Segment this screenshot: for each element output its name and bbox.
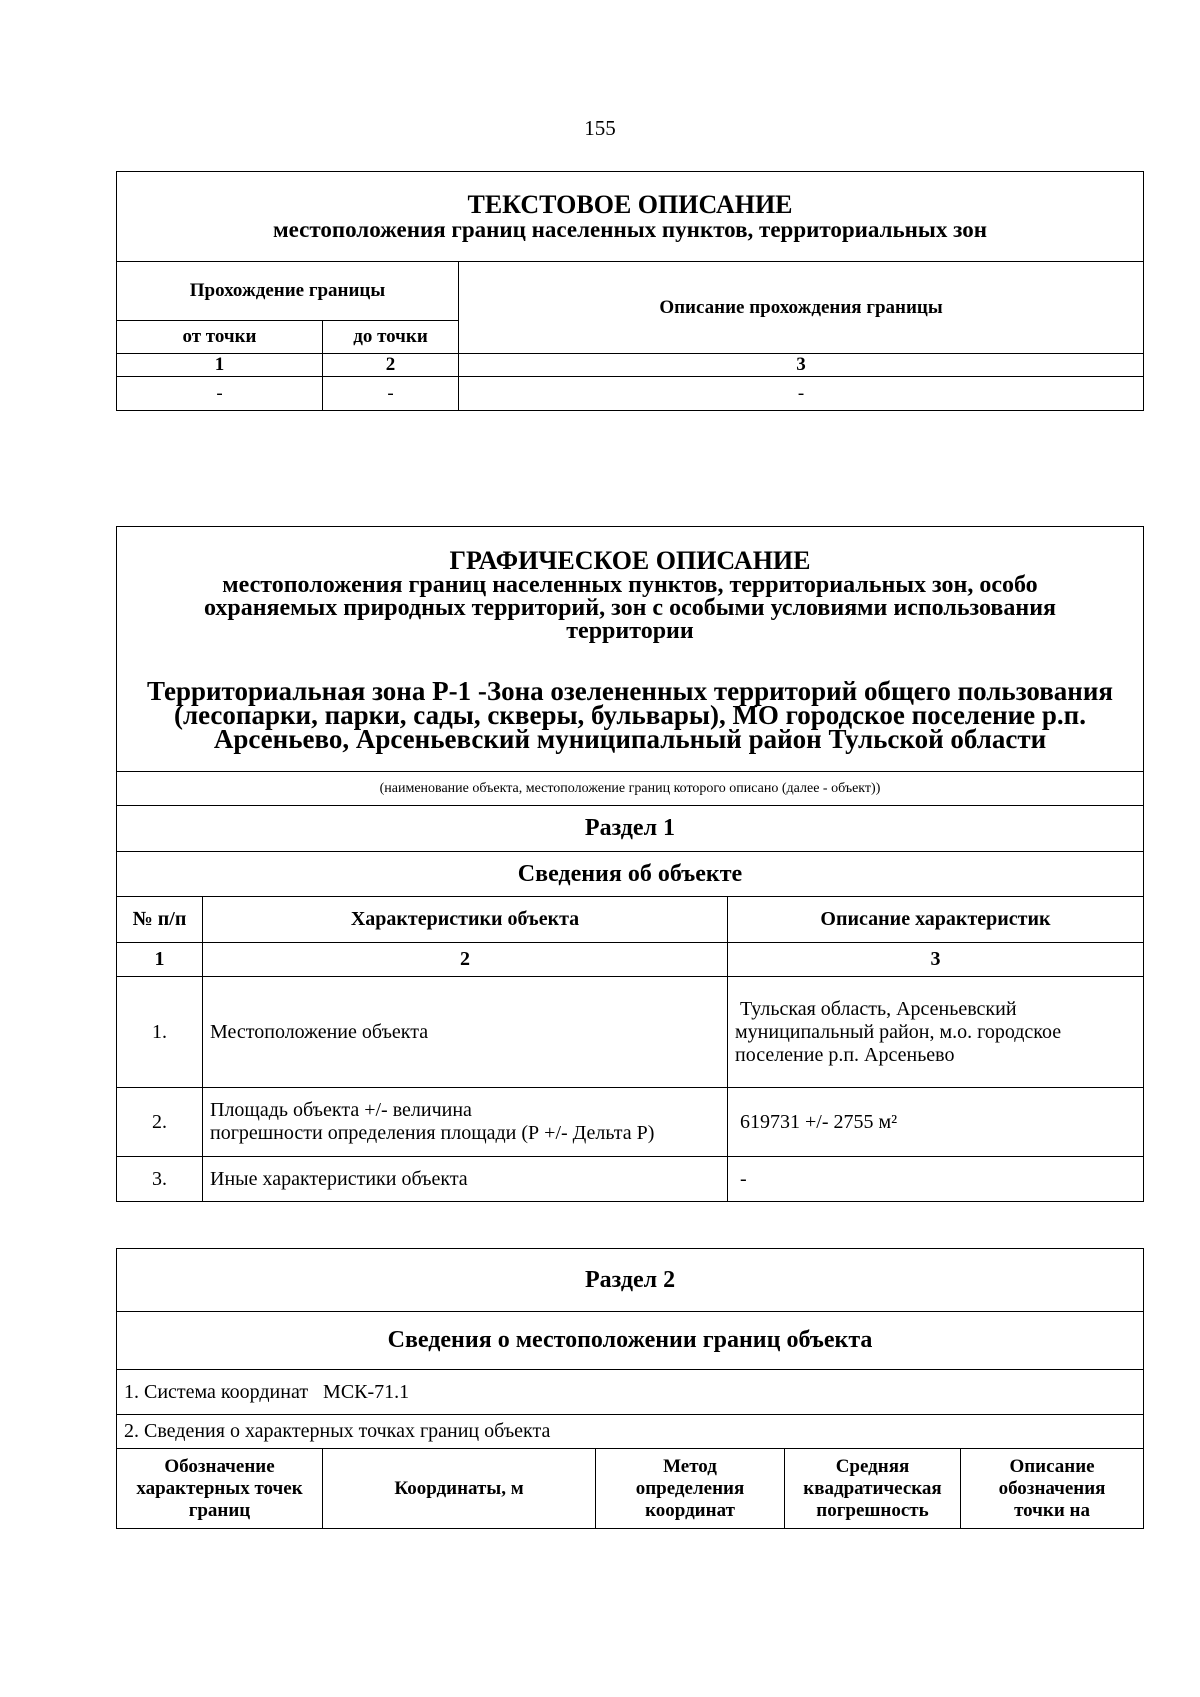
table-cell: - [117,377,323,411]
graphic-description-subtitle-line: местоположения границ населенных пунктов, территориальных зон, особо [222,571,1038,598]
header-line: определения [635,1477,745,1499]
header-line: Обозначение [164,1455,275,1477]
section2-title: Раздел 2 [117,1249,1144,1312]
table-row [117,1088,1144,1157]
header-line: погрешность [816,1499,929,1521]
column-header-coordinates: Координаты, м [323,1449,596,1529]
graphic-description-title: ГРАФИЧЕСКОЕ ОПИСАНИЕ [449,545,811,575]
table-cell: - [323,377,459,411]
page-number: 155 [584,116,616,140]
header-line: квадратическая [803,1477,942,1499]
row-description [728,977,1144,1088]
header-line: границ [188,1499,251,1521]
graphic-description-subtitle-line: охраняемых природных территорий, зон с особыми условиями использования [203,594,1057,621]
description-line: Тульская область, Арсеньевский [735,997,1017,1020]
header-line: Средняя [835,1455,910,1477]
text-description-subtitle: местоположения границ населенных пунктов, территориальных зон [273,217,987,242]
column-number: 3 [459,354,1144,377]
header-line: точки на [1014,1499,1090,1521]
to-point-header: до точки [323,321,459,354]
from-point-header: от точки [117,321,323,354]
section1-subtitle: Сведения об объекте [117,852,1144,897]
description-line: поселение р.п. Арсеньево [735,1043,955,1066]
boundary-description-header: Описание прохождения границы [459,262,1144,354]
column-header-method [596,1449,785,1529]
text-description-header [117,172,1144,262]
section2-subtitle: Сведения о местоположении границ объекта [117,1312,1144,1370]
row-characteristic [203,1088,728,1157]
column-number: 1 [117,354,323,377]
row-number: 2. [117,1088,203,1157]
column-number: 3 [728,943,1144,977]
description-line: муниципальный район, м.о. городское [735,1020,1062,1043]
row-characteristic: Местоположение объекта [203,977,728,1088]
section1-title: Раздел 1 [117,806,1144,852]
header-line: координат [645,1499,735,1521]
points-info: 2. Сведения о характерных точках границ объекта [117,1415,1144,1449]
header-line: Метод [663,1455,717,1477]
column-header-characteristic: Характеристики объекта [203,897,728,943]
text-description-title: ТЕКСТОВОЕ ОПИСАНИЕ [467,190,793,219]
object-note: (наименование объекта, местоположение границ которого описано (далее - объект)) [117,772,1144,806]
column-number: 1 [117,943,203,977]
column-number: 2 [203,943,728,977]
zone-name-line: Арсеньево, Арсеньевский муниципальный район Тульской области [213,723,1047,754]
table-row [117,1157,1144,1202]
characteristic-line: Площадь объекта +/- величина [210,1099,472,1121]
column-number: 2 [323,354,459,377]
column-header-point-description [961,1449,1144,1529]
header-line: характерных точек [136,1477,303,1499]
boundary-passage-header: Прохождение границы [117,262,459,321]
column-header-description: Описание характеристик [728,897,1144,943]
column-header-error [785,1449,961,1529]
header-line: Описание [1009,1455,1095,1477]
row-number: 3. [117,1157,203,1202]
text-description-table [116,171,1144,411]
column-header-point-designation [117,1449,323,1529]
characteristic-line: погрешности определения площади (Р +/- Дельта Р) [210,1122,655,1144]
row-characteristic: Иные характеристики объекта [203,1157,728,1202]
graphic-description-table [116,526,1144,1202]
section2-table [116,1248,1144,1529]
row-description: - [728,1157,1144,1202]
zone-name-line: (лесопарки, парки, сады, скверы, бульвары), МО городское поселение р.п. [173,699,1086,730]
coordinate-system: 1. Система координат МСК-71.1 [117,1370,1144,1415]
graphic-description-header [117,527,1144,772]
graphic-description-subtitle-line: территории [566,617,694,644]
zone-name-line: Территориальная зона Р-1 -Зона озелененных территорий общего пользования [146,675,1114,706]
column-header-number: № п/п [117,897,203,943]
header-line: обозначения [998,1477,1106,1499]
row-description: 619731 +/- 2755 м² [728,1088,1144,1157]
table-cell: - [459,377,1144,411]
table-row [117,977,1144,1088]
row-number: 1. [117,977,203,1088]
